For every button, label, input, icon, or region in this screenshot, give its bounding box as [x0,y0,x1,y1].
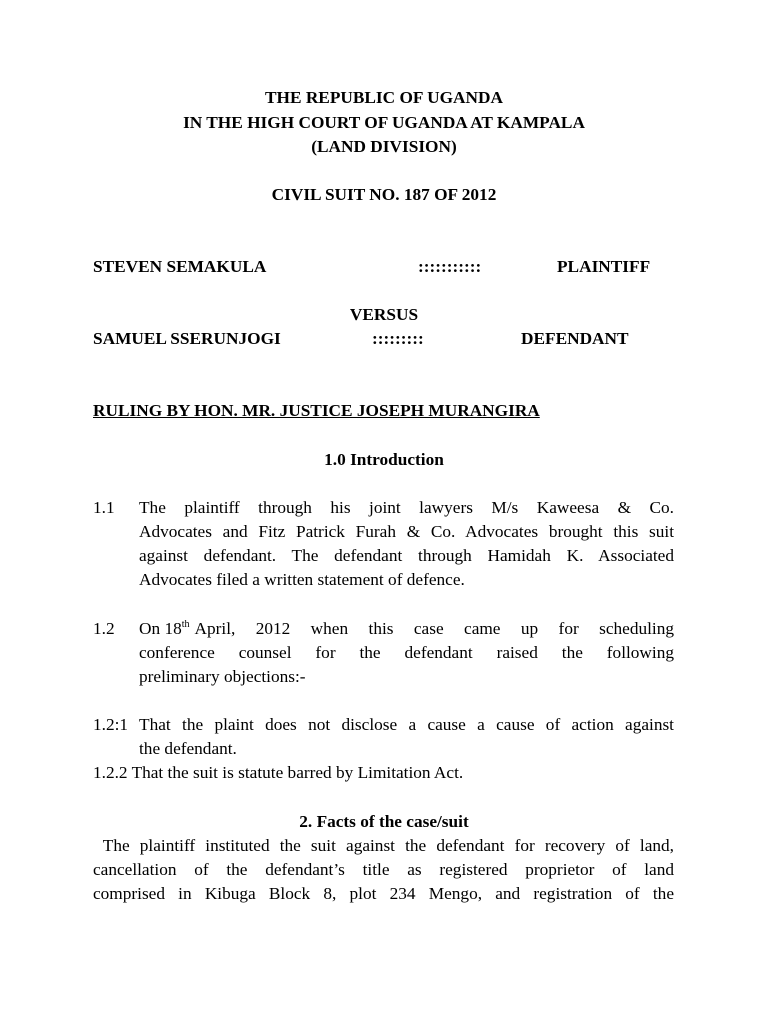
paragraph-1-1-line: Advocates filed a written statement of defence. [139,570,465,589]
facts-line: comprised in Kibuga Block 8, plot 234 Mengo, and registration of the [93,884,674,903]
ruling-title: RULING BY HON. MR. JUSTICE JOSEPH MURANGIRA [93,401,540,420]
date-day: On 18 [139,619,182,638]
paragraph-1-2-line-rest: April, 2012 when this case came up for scheduling [194,619,674,638]
facts-line: cancellation of the defendant’s title as registered proprietor of land [93,860,674,879]
plaintiff-role: PLAINTIFF [557,257,651,276]
section-1-heading: 1.0 Introduction [324,450,444,469]
suit-number: CIVIL SUIT NO. 187 OF 2012 [271,185,497,204]
defendant-role: DEFENDANT [521,329,629,348]
paragraph-1-2-line: conference counsel for the defendant raised the following [139,643,674,662]
plaintiff-separator: ::::::::::: [418,257,482,276]
defendant-name: SAMUEL SSERUNJOGI [93,329,281,348]
court-heading: IN THE HIGH COURT OF UGANDA AT KAMPALA [183,113,585,132]
paragraph-1-1-line: The plaintiff through his joint lawyers M/s Kaweesa & Co. [139,498,674,517]
division-heading: (LAND DIVISION) [311,137,457,156]
section-2-heading: 2. Facts of the case/suit [299,812,469,831]
paragraph-1-1-line: Advocates and Fitz Patrick Furah & Co. Advocates brought this suit [139,522,674,541]
objection-2-line: 1.2.2 That the suit is statute barred by Limitation Act. [93,763,464,782]
versus-label: VERSUS [349,305,419,324]
defendant-separator: ::::::::: [372,329,424,348]
objection-1-line: the defendant. [139,739,237,758]
objection-1-line: 1.2:1 That the plaint does not disclose a cause a cause of action against [93,715,674,734]
plaintiff-name: STEVEN SEMAKULA [93,257,267,276]
paragraph-1-2-first-line [139,617,674,641]
facts-line: The plaintiff instituted the suit against the defendant for recovery of land, [93,836,674,855]
paragraph-1-2-line: preliminary objections:- [139,667,306,686]
republic-heading: THE REPUBLIC OF UGANDA [265,88,503,107]
date-ordinal-suffix: th [181,619,190,631]
paragraph-1-1-line: against defendant. The defendant through Hamidah K. Associated [139,546,674,565]
paragraph-1-1-number: 1.1 [93,498,115,517]
paragraph-1-2-number: 1.2 [93,619,115,638]
date-day-word [139,617,190,641]
